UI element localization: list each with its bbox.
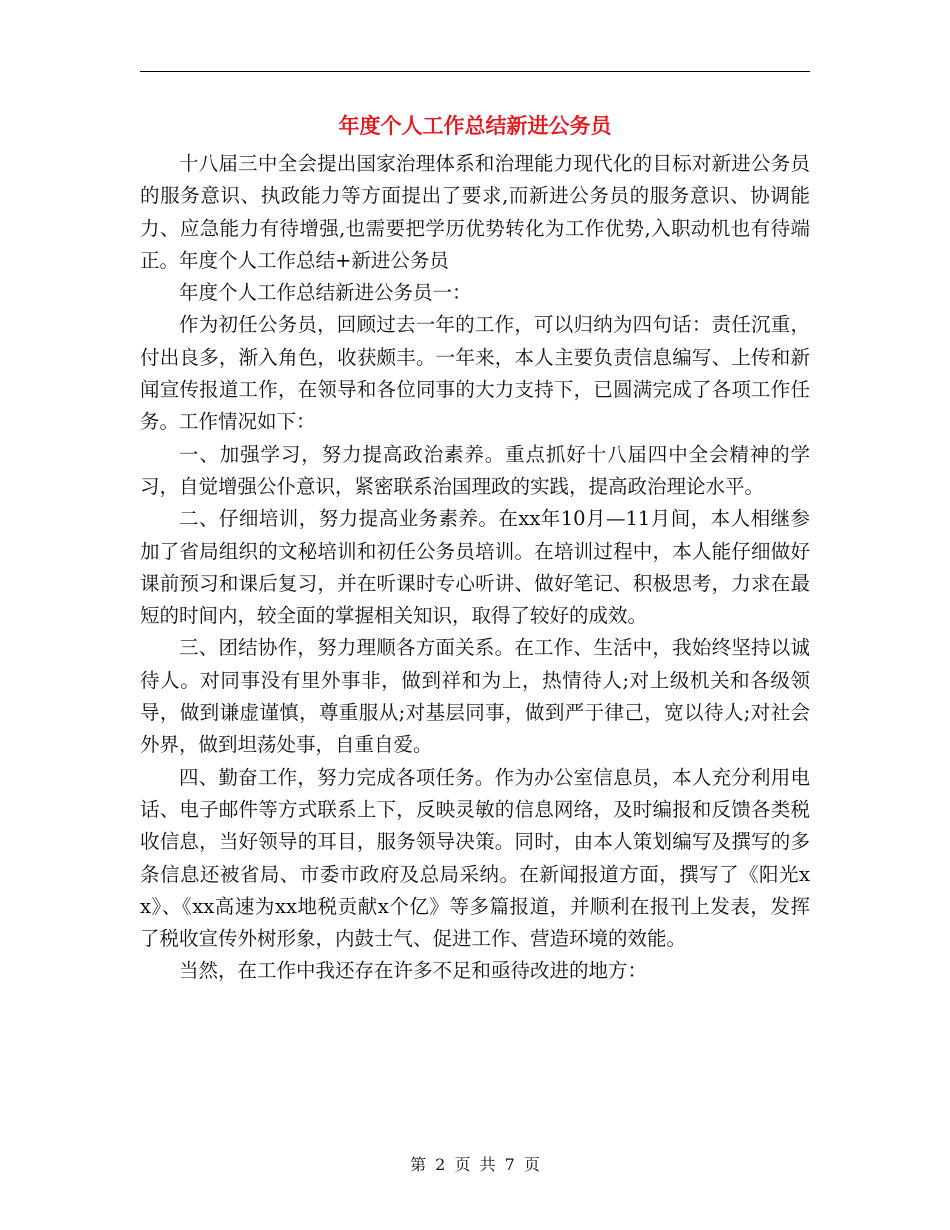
document-title: 年度个人工作总结新进公务员	[338, 113, 612, 138]
document-body	[140, 148, 810, 988]
page-number: 第 2 页 共 7 页	[410, 1155, 540, 1174]
paragraph-point-4: 四、勤奋工作，努力完成各项任务。作为办公室信息员，本人充分利用电话、电子邮件等方式联系上下，反映灵敏的信息网络，及时编报和反馈各类税收信息，当好领导的耳目，服务领导决策。同时，由本人策划编写及撰写的多条信息还被省局、市委市政府及总局采纳。在新闻报道方面，撰写了《阳光xx》、《xx高速为xx地税贡献x个亿》等多篇报道，并顺利在报刊上发表，发挥了税收宣传外树形象，内鼓士气、促进工作、营造环境的效能。	[140, 765, 810, 951]
header-rule	[140, 71, 810, 72]
paragraph-point-1: 一、加强学习，努力提高政治素养。重点抓好十八届四中全会精神的学习，自觉增强公仆意识，紧密联系治国理政的实践，提高政治理论水平。	[140, 442, 810, 498]
paragraph-overview: 作为初任公务员，回顾过去一年的工作，可以归纳为四句话：责任沉重，付出良多，渐入角色，收获颇丰。一年来，本人主要负责信息编写、上传和新闻宣传报道工作，在领导和各位同事的大力支持下，已圆满完成了各项工作任务。工作情况如下：	[140, 313, 810, 434]
paragraph-intro: 十八届三中全会提出国家治理体系和治理能力现代化的目标对新进公务员的服务意识、执政能力等方面提出了要求,而新进公务员的服务意识、协调能力、应急能力有待增强,也需要把学历优势转化为工作优势,入职动机也有待端正。年度个人工作总结+新进公务员	[140, 152, 810, 272]
paragraph-point-2: 二、仔细培训，努力提高业务素养。在xx年10月—11月间，本人相继参加了省局组织的文秘培训和初任公务员培训。在培训过程中，本人能仔细做好课前预习和课后复习，并在听课时专心听讲、做好笔记、积极思考，力求在最短的时间内，较全面的掌握相关知识，取得了较好的成效。	[140, 507, 810, 628]
paragraph-point-3: 三、团结协作，努力理顺各方面关系。在工作、生活中，我始终坚持以诚待人。对同事没有里外事非，做到祥和为上，热情待人;对上级机关和各级领导，做到谦虚谨慎，尊重服从;对基层同事，做到严于律己，宽以待人;对社会外界，做到坦荡处事，自重自爱。	[140, 636, 810, 757]
paragraph-section-heading: 年度个人工作总结新进公务员一：	[179, 281, 472, 305]
paragraph-shortcomings: 当然，在工作中我还存在许多不足和亟待改进的地方：	[179, 959, 648, 983]
